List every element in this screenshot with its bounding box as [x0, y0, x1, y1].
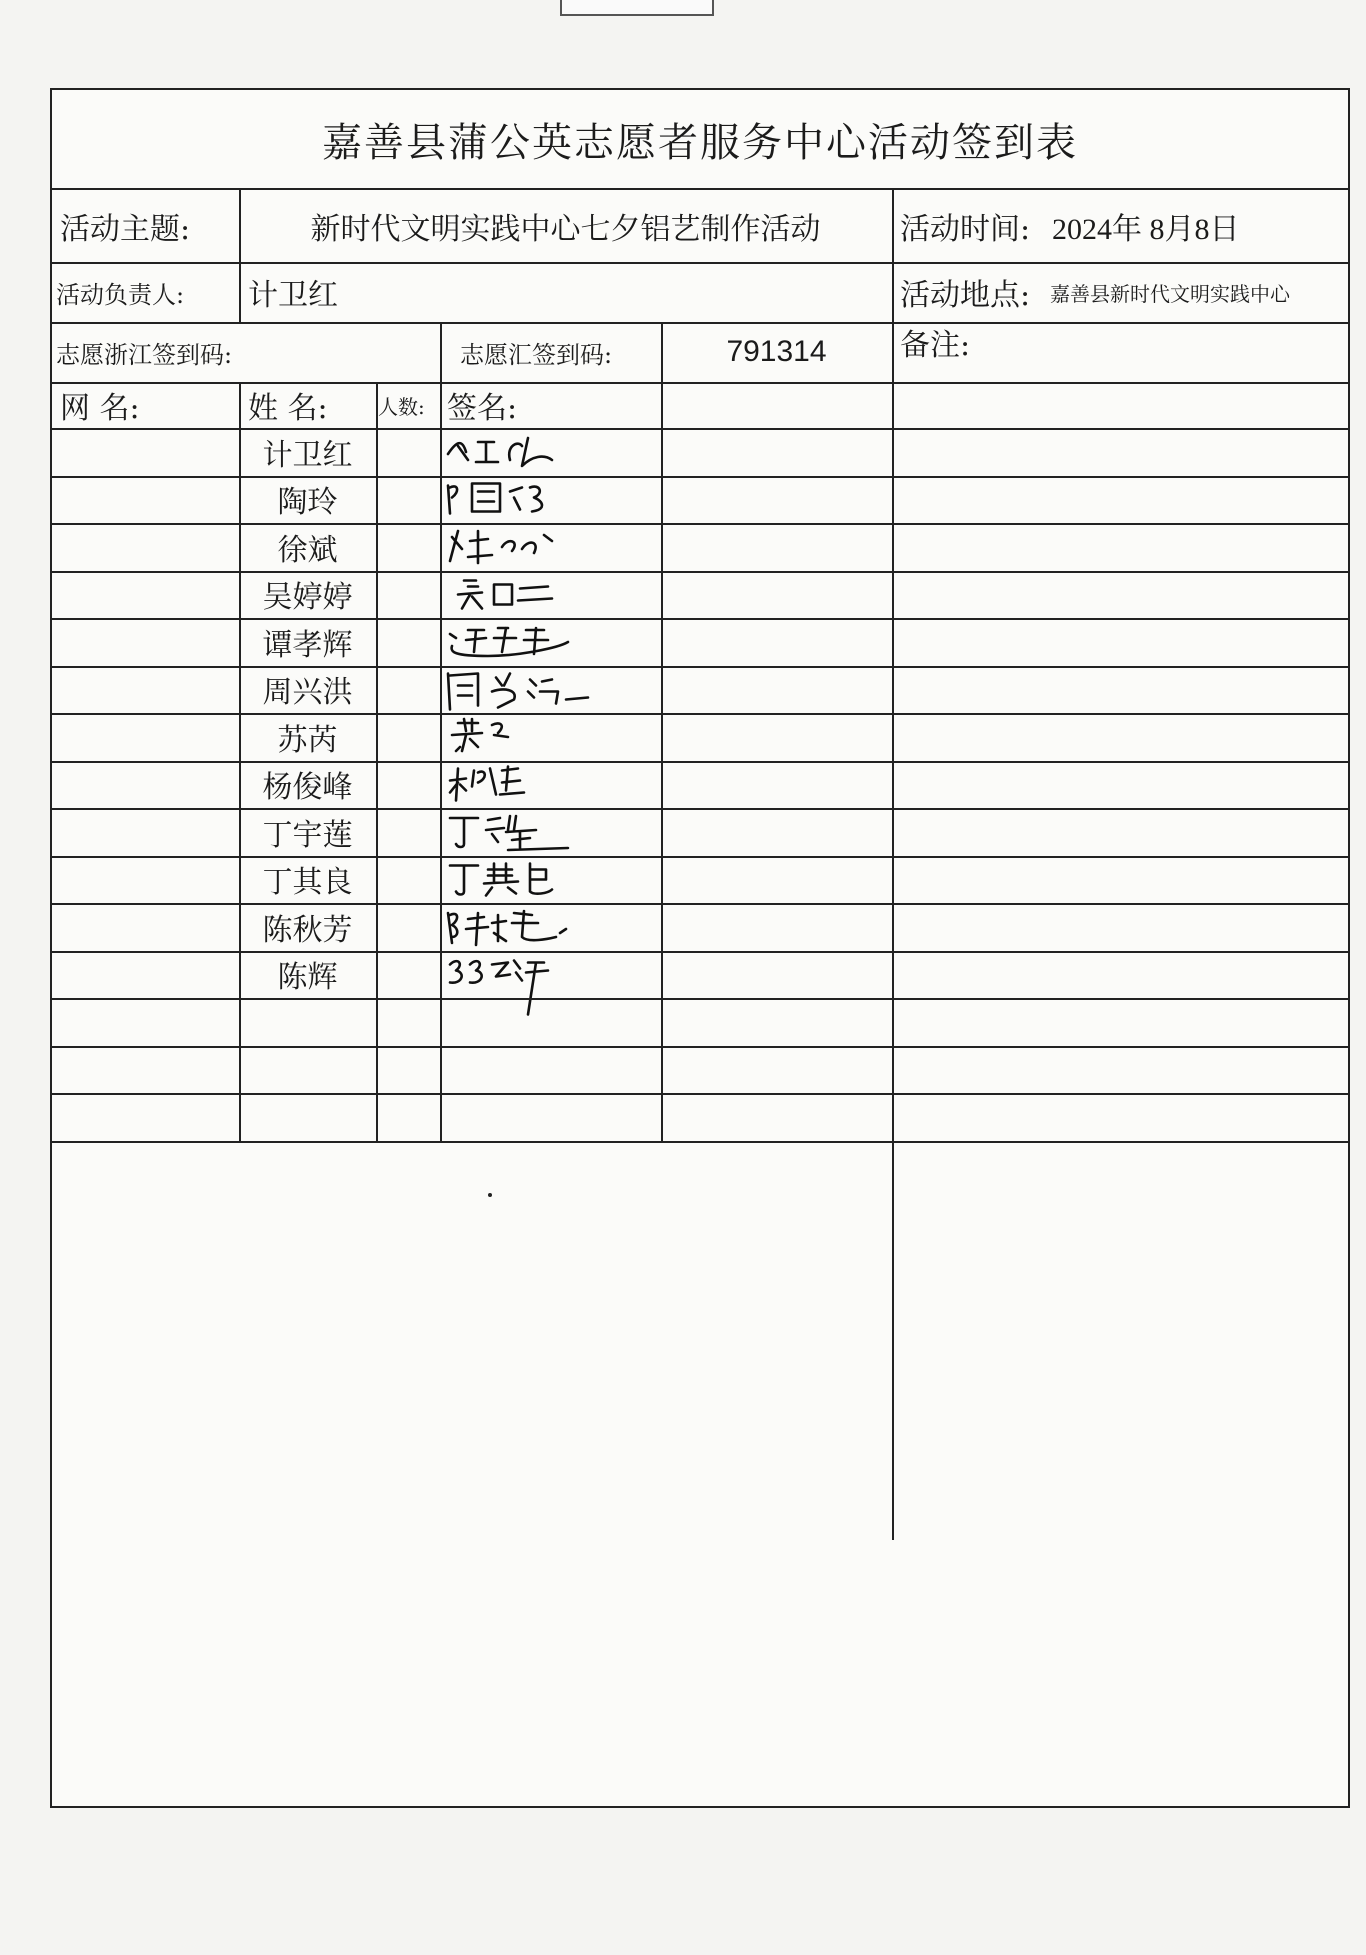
- participant-name: [239, 998, 376, 1046]
- handwritten-signature: [450, 864, 552, 896]
- time-value: 2024年 8月8日: [1052, 213, 1240, 246]
- handwritten-signature: [452, 719, 508, 751]
- handwritten-signature: [448, 438, 552, 466]
- col-net-name: 网 名:: [60, 391, 140, 426]
- participant-name: 丁宇莲: [262, 817, 353, 853]
- participant-name: 吴婷婷: [262, 580, 353, 616]
- handwritten-signature: [450, 628, 568, 656]
- handwritten-signature: [450, 816, 568, 850]
- handwritten-signature: [450, 767, 524, 801]
- handwritten-signature: [458, 581, 552, 609]
- leader-label: 活动负责人:: [56, 280, 185, 309]
- handwritten-signature: [448, 911, 566, 945]
- participant-name: 陈辉: [277, 960, 338, 996]
- participant-name: [239, 1093, 376, 1141]
- col-count: 人数:: [378, 394, 425, 419]
- participant-name: [239, 1046, 376, 1094]
- row-divider: [52, 1141, 1348, 1143]
- participant-name: 周兴洪: [262, 675, 353, 711]
- time-label: 活动时间:: [900, 212, 1031, 247]
- participant-name: 计卫红: [262, 437, 353, 473]
- place-label: 活动地点:: [900, 278, 1031, 313]
- participant-name: 丁其良: [262, 865, 353, 901]
- participant-name: 谭孝辉: [262, 627, 353, 663]
- participant-name: 徐斌: [277, 532, 338, 568]
- theme-label: 活动主题:: [60, 212, 191, 247]
- handwritten-signature: [450, 531, 552, 563]
- participant-name: 陶玲: [277, 485, 338, 521]
- handwritten-signature: [450, 961, 548, 1015]
- zj-code-label: 志愿浙江签到码:: [56, 340, 233, 369]
- handwritten-signature: [448, 484, 542, 514]
- sheet-title: 嘉善县蒲公英志愿者服务中心活动签到表: [52, 90, 1348, 190]
- participant-name: 杨俊峰: [262, 770, 353, 806]
- stray-mark: [488, 1193, 492, 1197]
- participant-name: 陈秋芳: [262, 912, 353, 948]
- theme-value: 新时代文明实践中心七夕铝艺制作活动: [310, 212, 821, 247]
- clipboard-clip: [560, 0, 714, 16]
- sign-in-sheet: [50, 88, 1350, 1808]
- place-value: 嘉善县新时代文明实践中心: [1050, 281, 1290, 306]
- vh-code-value: 791314: [726, 335, 827, 368]
- col-name: 姓 名:: [248, 391, 328, 426]
- leader-value: 计卫红: [248, 278, 338, 313]
- remark-label: 备注:: [900, 328, 971, 363]
- handwritten-signature: [448, 674, 588, 710]
- participant-name: 苏芮: [277, 722, 338, 758]
- col-signature: 签名:: [447, 391, 518, 426]
- vh-code-label: 志愿汇签到码:: [460, 340, 613, 369]
